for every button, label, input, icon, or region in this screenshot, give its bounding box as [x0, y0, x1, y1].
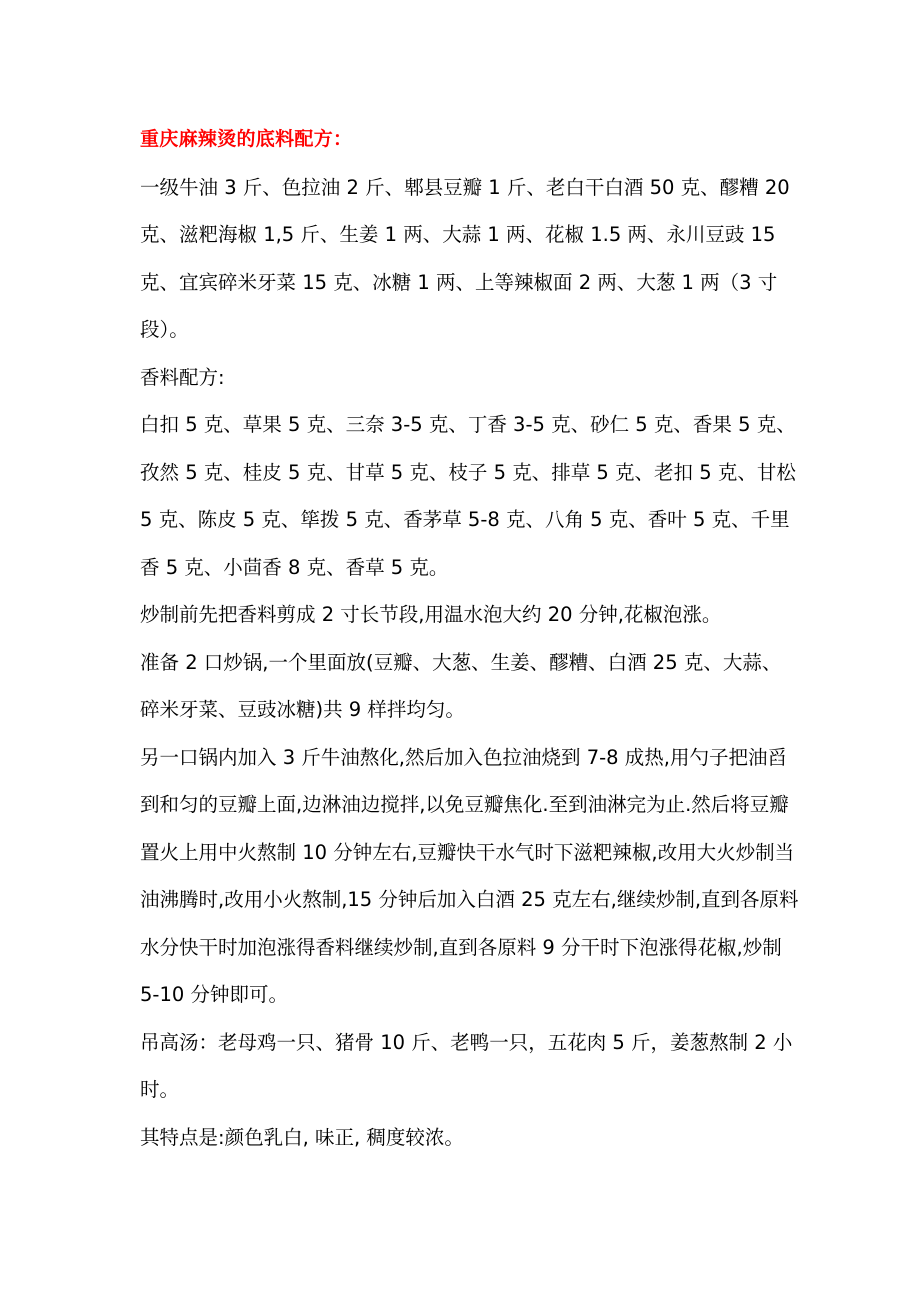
features-paragraph: 其特点是:颜色乳白, 味正, 稠度较浓。 — [140, 1125, 464, 1149]
wok-paragraph: 准备 2 口炒锅,一个里面放(豆瓣、大葱、生姜、醪糟、白酒 25 克、大蒜、碎米牙菜、豆豉冰糖)共 9 样拌均匀。 — [140, 650, 782, 721]
stock-paragraph: 吊高汤：老母鸡一只、猪骨 10 斤、老鸭一只，五花肉 5 斤，姜葱熬制 2 小时。 — [140, 1030, 793, 1101]
document-title: 重庆麻辣烫的底料配方： — [140, 128, 353, 150]
spice-heading: 香料配方: — [140, 365, 225, 389]
spice-list-paragraph: 白扣 5 克、草果 5 克、三奈 3-5 克、丁香 3-5 克、砂仁 5 克、香果 5 克、孜然 5 克、桂皮 5 克、甘草 5 克、枝子 5 克、排草 5 克、老扣 5 克、甘松 5 克、陈皮 5 克、筚拨 5 克、香茅草 5-8 克、八角 5 克、香叶 5 克、千里香 5 克、小茴香 8 克、香草 5 克。 — [140, 413, 796, 579]
document-body — [140, 116, 800, 1161]
frying-paragraph: 另一口锅内加入 3 斤牛油熬化,然后加入色拉油烧到 7-8 成热,用勺子把油舀到和匀的豆瓣上面,边淋油边搅拌,以免豆瓣焦化.至到油淋完为止.然后将豆瓣置火上用中火熬制 10 分钟左右,豆瓣快干水气时下滋粑辣椒,改用大火炒制当油沸腾时,改用小火熬制,15 分钟后加入白酒 25 克左右,继续炒制,直到各原料水分快干时加泡涨得香料继续炒制,直到各原料 9 分干时下泡涨得花椒,炒制 5-10 分钟即可。 — [140, 745, 799, 1006]
preparation-paragraph: 炒制前先把香料剪成 2 寸长节段,用温水泡大约 20 分钟,花椒泡涨。 — [140, 603, 722, 626]
base-ingredients-paragraph: 一级牛油 3 斤、色拉油 2 斤、郫县豆瓣 1 斤、老白干白酒 50 克、醪糟 20 克、滋粑海椒 1,5 斤、生姜 1 两、大蒜 1 两、花椒 1.5 两、永川豆豉 15 克、宜宾碎米牙菜 15 克、冰糖 1 两、上等辣椒面 2 两、大葱 1 两（3 寸段）。 — [140, 175, 790, 341]
